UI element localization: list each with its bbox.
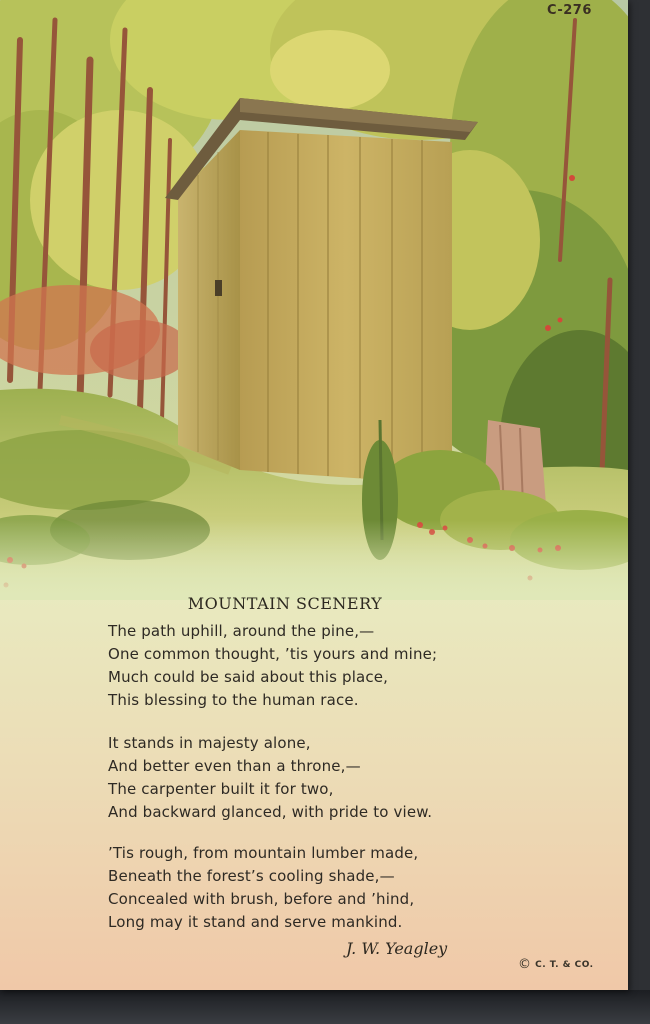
- door-latch: [215, 280, 222, 296]
- copyright-symbol: ©: [518, 957, 532, 972]
- poem-line: It stands in majesty alone,: [108, 734, 311, 752]
- poem-line: The carpenter built it for two,: [108, 780, 334, 798]
- card-number: C-276: [547, 3, 592, 18]
- poem-line: This blessing to the human race.: [108, 691, 359, 709]
- scanner-bottom-strip: [0, 990, 650, 1024]
- poem-author: J. W. Yeagley: [346, 939, 448, 958]
- poem-line: The path uphill, around the pine,—: [108, 622, 375, 640]
- stanza-1: [108, 620, 437, 712]
- scene-fade: [0, 520, 628, 600]
- publisher-mark: [518, 957, 594, 972]
- poem-line: Much could be said about this place,: [108, 668, 389, 686]
- poem-title: MOUNTAIN SCENERY: [187, 594, 383, 613]
- stanza-3: [108, 842, 418, 934]
- poem-line: Beneath the forest’s cooling shade,—: [108, 867, 395, 885]
- publisher-name: C. T. & CO.: [535, 960, 594, 970]
- outhouse: [165, 98, 478, 485]
- poem: [0, 590, 628, 990]
- poem-line: Long may it stand and serve mankind.: [108, 913, 403, 931]
- poem-line: And backward glanced, with pride to view.: [108, 803, 433, 821]
- poem-line: One common thought, ’tis yours and mine;: [108, 645, 438, 663]
- poem-line: And better even than a throne,—: [108, 757, 361, 775]
- poem-line: Concealed with brush, before and ’hind,: [108, 890, 415, 908]
- poem-line: ’Tis rough, from mountain lumber made,: [108, 844, 419, 862]
- stanza-2: [108, 732, 432, 824]
